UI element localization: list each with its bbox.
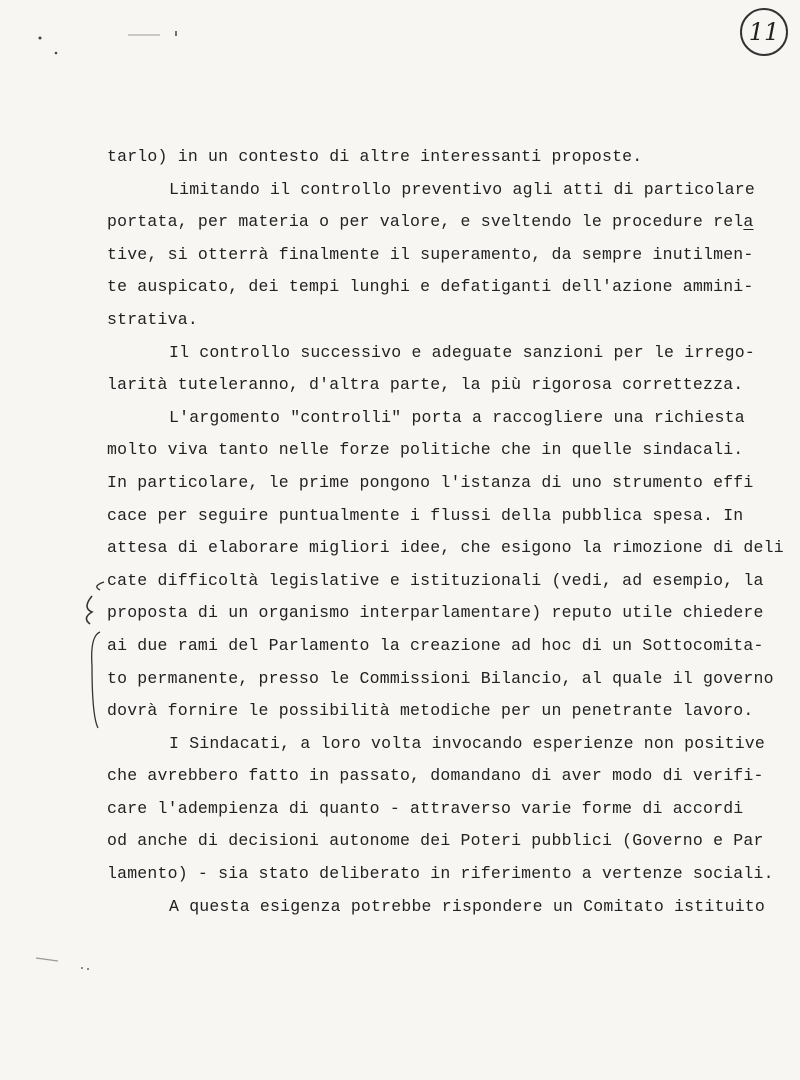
text-run: ai due rami del Parlamento la creazione ad hoc di un Sottocomita- [107, 635, 764, 655]
scan-speck [36, 958, 58, 961]
scan-speck [39, 37, 42, 40]
text-run: interparlamentare [359, 603, 532, 623]
text-line [107, 858, 774, 891]
scan-speck [87, 968, 89, 970]
text-run: e adeguate sanzioni per le irrego- [401, 342, 755, 362]
text-line [107, 402, 747, 435]
text-run: proposta di un organismo [107, 603, 360, 623]
text-run: lamento) - sia stato deliberato in riferimento a vertenze sociali. [107, 864, 774, 884]
text-line [107, 695, 754, 728]
text-run: care l'adempienza di quanto - attraverso varie forme di accordi [107, 798, 744, 818]
text-run: cace per seguire puntualmente i flussi della pubblica spesa. In [107, 505, 744, 525]
text-run: tive, si otterrà finalmente il superamento, da sempre inutilmen- [107, 244, 754, 264]
text-run: A questa esigenza potrebbe rispondere un Comitato istituito [169, 896, 765, 916]
text-line [107, 500, 747, 533]
text-line [107, 369, 747, 402]
text-line [107, 825, 764, 858]
text-line [107, 532, 784, 565]
text-run: te auspicato, dei tempi lunghi e defatiganti dell'azione ammini- [107, 277, 754, 297]
text-run: Limitando il controllo [169, 179, 402, 199]
text-run: che avrebbero fatto in passato, domandano di aver modo di verifi- [107, 766, 764, 786]
scan-speck [55, 52, 58, 55]
text-run: In particolare, le prime pongono l'istanza di uno strumento eff [107, 472, 744, 492]
text-run: larità tuteleranno, d'altra parte, la più rigorosa correttezza. [107, 375, 744, 395]
text-run: r [753, 831, 764, 851]
text-line [107, 434, 747, 467]
text-run: od anche di decisioni autonome dei Poteri pubblici (Governo e Pa [107, 831, 754, 851]
text-run: attesa di elaborare migliori idee, che esigono la rimozione di del [107, 538, 774, 558]
text-line [107, 304, 747, 337]
text-line [107, 760, 764, 793]
text-line [107, 337, 755, 370]
text-run: i [773, 538, 784, 558]
text-line [107, 793, 747, 826]
text-run: i [743, 472, 754, 492]
text-line [107, 467, 754, 500]
text-run: dovrà fornire le possibilità metodiche per un penetrante lavoro. [107, 701, 754, 721]
scan-speck [81, 967, 83, 969]
text-run: I Sindacati, a loro volta invocando esperienze non positive [169, 733, 765, 753]
text-run: preventivo [401, 179, 503, 199]
text-line [107, 174, 755, 207]
text-line [107, 597, 764, 630]
text-run: ) reputo utile chiedere [531, 603, 764, 623]
text-run: portata, per materia o per valore, e sveltendo le procedure rel [107, 212, 744, 232]
text-run: Il controllo [169, 342, 301, 362]
margin-bracket-annotation [78, 576, 108, 746]
text-run: tarlo) in un contesto di altre interessanti proposte. [107, 147, 643, 166]
text-run: to permanente, presso le Commissioni Bilancio, al quale il governo [107, 668, 774, 688]
text-run: cate difficoltà legislative e istituzionali (vedi, ad esempio, la [107, 570, 764, 590]
text-line [107, 271, 754, 304]
text-run: strativa. [107, 309, 198, 329]
text-line [107, 141, 747, 174]
text-line [107, 630, 764, 663]
text-run: L'argomento "controlli" porta a raccogliere una richiesta [169, 407, 745, 427]
page-number: 11 [740, 8, 788, 56]
text-line [107, 565, 764, 598]
text-line [107, 239, 754, 272]
text-line [107, 728, 765, 761]
text-run: successivo [300, 342, 402, 362]
text-line [107, 206, 754, 239]
text-run: agli atti di particolare [502, 179, 755, 199]
body-text [107, 141, 784, 923]
text-line [107, 663, 774, 696]
underlined-text: a [743, 212, 754, 232]
text-line [107, 891, 765, 924]
text-run: molto viva tanto nelle forze politiche che in quelle sindacali. [107, 440, 744, 460]
